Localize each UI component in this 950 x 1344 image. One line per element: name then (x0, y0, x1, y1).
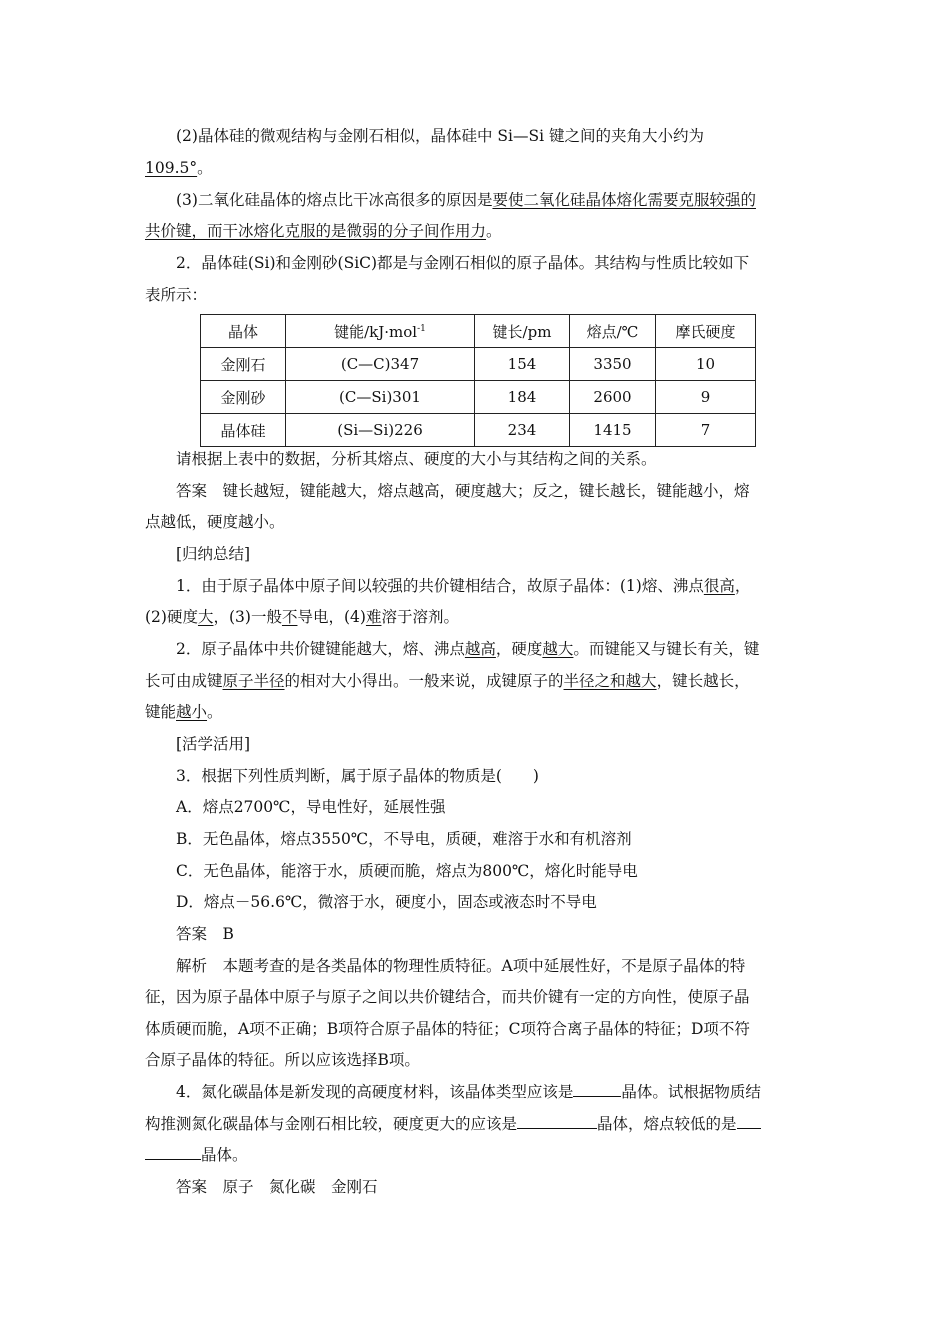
answer-underlined: 不 (281, 608, 298, 626)
answer-underlined: 要使二氧化硅晶体熔化需要克服较强的 (492, 191, 756, 209)
text: 答案 原子 氮化碳 金刚石 (176, 1178, 378, 1196)
answer-underlined: 原子半径 (222, 672, 285, 690)
summary-2-line1 (176, 639, 759, 659)
text: 解析 本题考查的是各类晶体的物理性质特征。A项中延展性好，不是原子晶体的特 (176, 957, 746, 975)
answer-underlined: 越大 (542, 640, 574, 658)
text: 长可由成键 (145, 672, 223, 690)
table-cell: 10 (656, 348, 756, 381)
fill-blank[interactable] (573, 1082, 621, 1097)
summary-1-line2 (145, 607, 459, 627)
table-cell: 184 (475, 381, 570, 414)
text: 征，因为原子晶体中原子与原子之间以共价键结合，而共价键有一定的方向性，使原子晶 (145, 988, 750, 1006)
table-cell: (Si—Si)226 (286, 414, 475, 447)
text: 1．由于原子晶体中原子间以较强的共价键相结合，故原子晶体：(1)熔、沸点 (176, 577, 704, 595)
text: 2．晶体硅(Si)和金刚砂(SiC)都是与金刚石相似的原子晶体。其结构与性质比较如下 (176, 254, 750, 272)
text: D．熔点－56.6℃，微溶于水，硬度小，固态或液态时不导电 (176, 893, 597, 911)
table-row (201, 414, 756, 447)
text: C．无色晶体，能溶于水，质硬而脆，熔点为800℃，熔化时能导电 (176, 862, 638, 880)
option-c (176, 861, 638, 881)
practice-heading (176, 734, 250, 754)
question-2-line2 (145, 285, 207, 305)
text: 表所示： (145, 286, 208, 304)
summary-1-line1 (176, 576, 750, 596)
answer-underlined: 共价键，而干冰熔化克服的是微弱的分子间作用力 (145, 222, 487, 240)
text: 晶体，熔点较低的是 (597, 1115, 737, 1133)
question-3-answer (176, 924, 234, 944)
table-cell: 7 (656, 414, 756, 447)
table-cell: (C—Si)301 (286, 381, 475, 414)
table-cell: 金刚砂 (201, 381, 286, 414)
text: 答案 B (176, 925, 234, 943)
paragraph-3-line2 (145, 221, 502, 241)
answer-underlined: 很高 (703, 577, 735, 595)
text: 晶体。试根据物质结 (621, 1083, 761, 1101)
text: 导电，(4) (297, 608, 366, 626)
fill-blank[interactable] (145, 1145, 201, 1160)
text: ，键长越长， (656, 672, 750, 690)
text: 合原子晶体的特征。所以应该选择B项。 (145, 1051, 420, 1069)
text: 2．原子晶体中共价键键能越大，熔、沸点 (176, 640, 465, 658)
text: 点越低，硬度越小。 (145, 513, 285, 531)
text: ，硬度 (495, 640, 543, 658)
text: B．无色晶体，熔点3550℃，不导电，质硬，难溶于水和有机溶剂 (176, 830, 632, 848)
text: 晶体。 (201, 1146, 248, 1164)
option-d (176, 892, 597, 912)
answer-underlined: 大 (197, 608, 214, 626)
question-2-answer-line1 (176, 481, 750, 501)
text: ，(3)一般 (213, 608, 282, 626)
question-2-answer-line2 (145, 512, 285, 532)
question-4-line1 (176, 1082, 761, 1102)
table-cell: 1415 (570, 414, 656, 447)
paragraph-2-line1 (176, 126, 704, 146)
answer-underlined: 半径之和越大 (563, 672, 657, 690)
question-4-line3 (145, 1145, 248, 1165)
text: 的相对大小得出。一般来说，成键原子的 (284, 672, 564, 690)
text: (3)二氧化硅晶体的熔点比干冰高很多的原因是 (176, 191, 493, 209)
text: (2)晶体硅的微观结构与金刚石相似，晶体硅中 Si—Si 键之间的夹角大小约为 (176, 127, 704, 145)
header-cell (286, 315, 475, 348)
question-4-line2 (145, 1114, 761, 1134)
text: 答案 键长越短，键能越大，熔点越高，硬度越大；反之，键长越长，键能越小，熔 (176, 482, 750, 500)
text: 。 (486, 222, 502, 240)
table-cell: 2600 (570, 381, 656, 414)
question-4-answer (176, 1177, 378, 1197)
section-heading: [活学活用] (176, 735, 251, 753)
text: ， (734, 577, 751, 595)
table-cell: 金刚石 (201, 348, 286, 381)
answer-underlined: 109.5° (145, 159, 198, 177)
header-text: 键能/kJ·mol (334, 322, 418, 341)
question-2-prompt (176, 449, 657, 469)
table-cell: (C—C)347 (286, 348, 475, 381)
text: 溶于溶剂。 (381, 608, 459, 626)
paragraph-3-line1 (176, 190, 756, 210)
text: 。而键能又与键长有关，键 (573, 640, 760, 658)
analysis-line4 (145, 1050, 420, 1070)
answer-underlined: 难 (365, 608, 382, 626)
table-header-row (201, 315, 756, 348)
header-cell: 晶体 (201, 315, 286, 348)
text: (2)硬度 (145, 608, 198, 626)
text: 4．氮化碳晶体是新发现的高硬度材料，该晶体类型应该是 (176, 1083, 574, 1101)
paragraph-2-line2 (145, 158, 213, 178)
table-cell: 3350 (570, 348, 656, 381)
answer-underlined: 越高 (464, 640, 496, 658)
table-cell: 9 (656, 381, 756, 414)
text: 。 (207, 703, 223, 721)
section-heading: [归纳总结] (176, 545, 251, 563)
text: A．熔点2700℃，导电性好，延展性强 (176, 798, 446, 816)
text: 构推测氮化碳晶体与金刚石相比较，硬度更大的应该是 (145, 1115, 518, 1133)
table-cell: 154 (475, 348, 570, 381)
question-3 (176, 766, 539, 786)
summary-2-line2 (145, 671, 750, 691)
summary-2-line3 (145, 702, 223, 722)
crystal-comparison-table (200, 314, 756, 447)
table-row (201, 381, 756, 414)
table-row (201, 348, 756, 381)
analysis-line2 (145, 987, 750, 1007)
text: 请根据上表中的数据，分析其熔点、硬度的大小与其结构之间的关系。 (176, 450, 657, 468)
summary-heading (176, 544, 250, 564)
header-cell: 键长/pm (475, 315, 570, 348)
fill-blank[interactable] (517, 1114, 597, 1129)
option-b (176, 829, 632, 849)
text: 键能 (145, 703, 177, 721)
analysis-line3 (145, 1019, 750, 1039)
fill-blank[interactable] (737, 1114, 761, 1129)
superscript: -1 (417, 323, 426, 334)
header-cell: 熔点/℃ (570, 315, 656, 348)
text: 。 (197, 159, 213, 177)
analysis-line1 (176, 956, 745, 976)
option-a (176, 797, 445, 817)
table-cell: 晶体硅 (201, 414, 286, 447)
question-2-line1 (176, 253, 749, 273)
table-cell: 234 (475, 414, 570, 447)
answer-underlined: 越小 (176, 703, 208, 721)
text: 3．根据下列性质判断，属于原子晶体的物质是( ) (176, 767, 539, 785)
header-cell: 摩氏硬度 (656, 315, 756, 348)
text: 体质硬而脆，A项不正确；B项符合原子晶体的特征；C项符合离子晶体的特征；D项不符 (145, 1020, 750, 1038)
